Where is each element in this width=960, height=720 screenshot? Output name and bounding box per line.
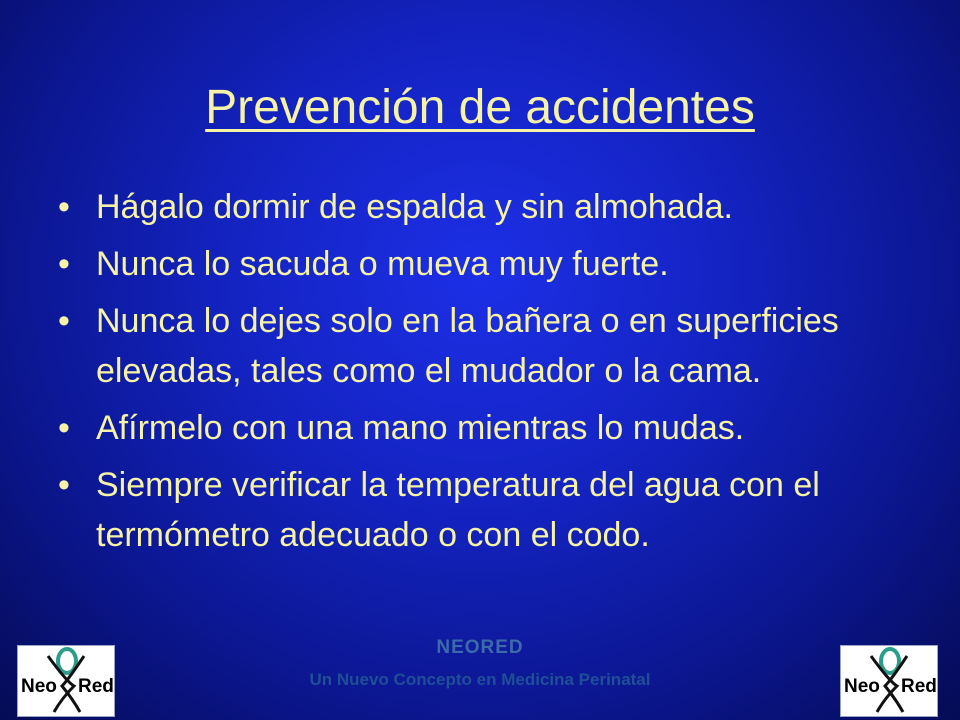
bullet-list [58, 182, 918, 567]
bullet-text: Afírmelo con una mano mientras lo mudas. [96, 409, 745, 447]
footer-tagline: Un Nuevo Concepto en Medicina Perinatal [309, 670, 651, 689]
bullet-item [58, 403, 918, 453]
logo-text-red: Red [78, 676, 114, 697]
bullet-text: Hágalo dormir de espalda y sin almohada. [96, 188, 733, 226]
bullet-item [58, 182, 918, 232]
bullet-text: Siempre verificar la temperatura del agua con el termómetro adecuado o con el codo. [96, 466, 820, 554]
footer-brand: NEORED [436, 637, 524, 658]
bullet-icon: • [58, 466, 70, 504]
neored-logo-left [17, 645, 115, 717]
bullet-icon: • [58, 188, 70, 226]
bullet-icon: • [58, 302, 70, 340]
bullet-text: Nunca lo dejes solo en la bañera o en superficies elevadas, tales como el mudador o la cama. [96, 302, 839, 390]
neored-logo-right [840, 645, 938, 717]
slide-title: Prevención de accidentes [205, 81, 755, 134]
logo-text-red: Red [901, 676, 937, 697]
bullet-icon: • [58, 409, 70, 447]
bullet-text: Nunca lo sacuda o mueva muy fuerte. [96, 245, 669, 283]
logo-text-neo: Neo [21, 676, 57, 697]
bullet-item [58, 239, 918, 289]
bullet-icon: • [58, 245, 70, 283]
logo-text-neo: Neo [844, 676, 880, 697]
bullet-item [58, 460, 918, 560]
bullet-item [58, 296, 918, 396]
